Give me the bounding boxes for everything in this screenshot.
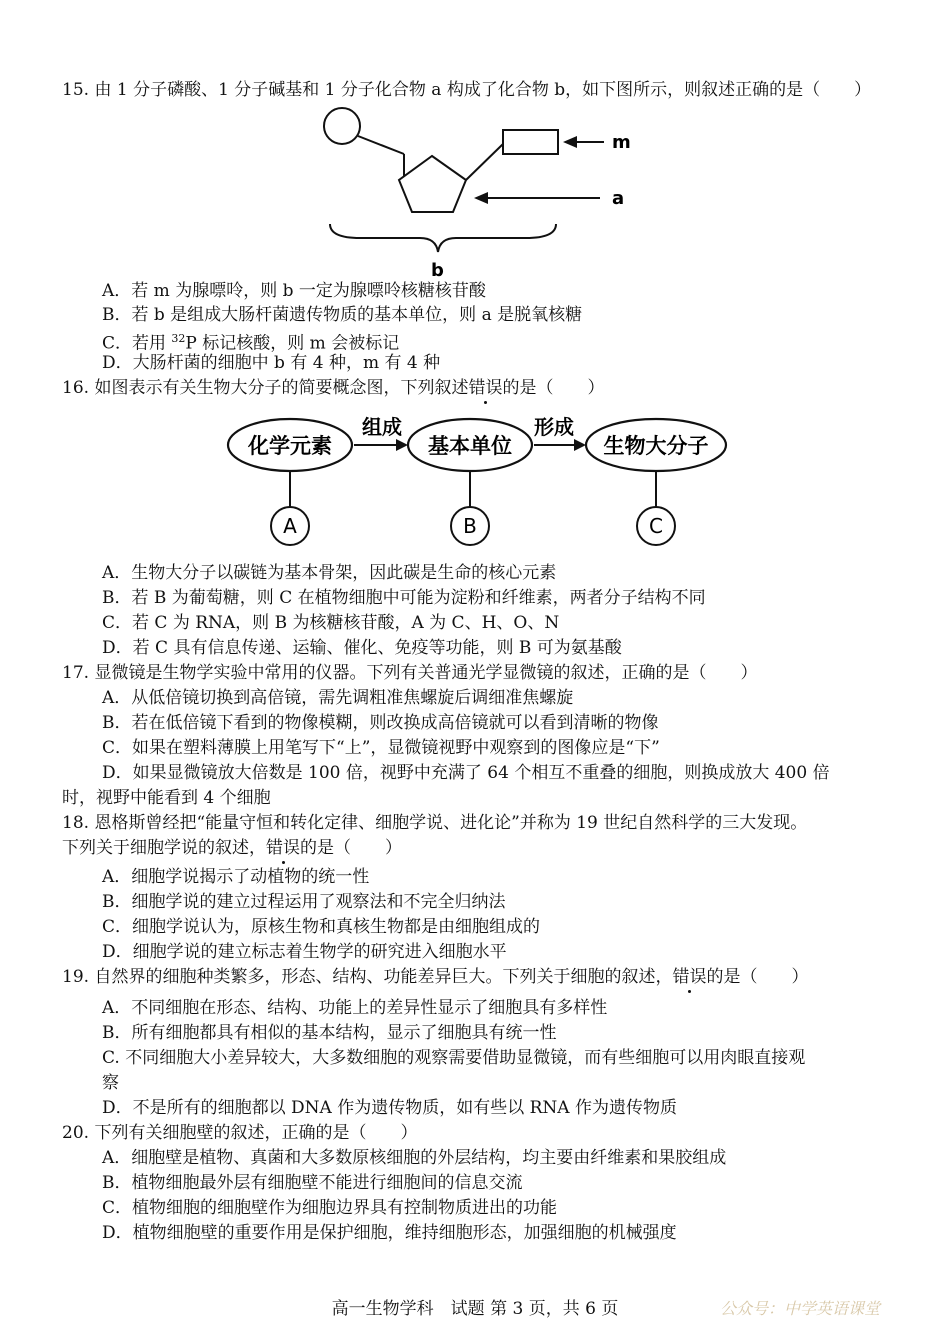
q20-option-c: C．植物细胞的细胞壁作为细胞边界具有控制物质进出的功能 [102, 1198, 558, 1218]
circle-b-label: B [463, 514, 477, 538]
phosphate-circle [324, 108, 360, 144]
q16-option-c: C．若 C 为 RNA，则 B 为核糖核苷酸，A 为 C、H、O、N [102, 613, 560, 633]
q17-option-d-cont: 时，视野中能看到 4 个细胞 [62, 788, 271, 808]
q19-option-d: D．不是所有的细胞都以 DNA 作为遗传物质，如有些以 RNA 作为遗传物质 [102, 1098, 677, 1118]
q20-option-a: A．细胞壁是植物、真菌和大多数原核细胞的外层结构，均主要由纤维素和果胶组成 [102, 1148, 727, 1168]
q15-option-c-prefix: C．若用 [102, 333, 172, 354]
q15-option-a: A．若 m 为腺嘌呤，则 b 一定为腺嘌呤核糖核苷酸 [102, 281, 486, 301]
q17-option-d: D．如果显微镜放大倍数是 100 倍，视野中充满了 64 个相互不重叠的细胞，则换成放大 400 倍 [102, 763, 830, 783]
q18-stem-post: 的是（ ） [300, 838, 402, 858]
arrow-head-1 [396, 439, 408, 451]
q19-option-c: C. 不同细胞大小差异较大，大多数细胞的观察需要借助显微镜，而有些细胞可以用肉眼直接观 [102, 1048, 806, 1068]
q18-stem-emphasis: 错误 [266, 838, 300, 858]
label-b: b [431, 260, 444, 281]
q15-option-d: D．大肠杆菌的细胞中 b 有 4 种，m 有 4 种 [102, 353, 441, 373]
q19-stem-emphasis: 错误 [672, 967, 707, 987]
page-footer: 高一生物学科 试题 第 3 页，共 6 页 [331, 1299, 619, 1319]
q16-option-b: B．若 B 为葡萄糖，则 C 在植物细胞中可能为淀粉和纤维素，两者分子结构不同 [102, 588, 706, 608]
q18-option-b: B．细胞学说的建立过程运用了观察法和不完全归纳法 [102, 892, 506, 912]
q16-option-a: A．生物大分子以碳链为基本骨架，因此碳是生命的核心元素 [102, 563, 557, 583]
q18-stem-pre: 下列关于细胞学说的叙述， [62, 838, 266, 858]
q15-option-c-suffix: P 标记核酸，则 m 会被标记 [185, 333, 400, 354]
q19-option-a: A．不同细胞在形态、结构、功能上的差异性显示了细胞具有多样性 [102, 998, 608, 1018]
node-units-label: 基本单位 [428, 434, 512, 458]
q15-stem: 15. 由 1 分子磷酸、1 分子碱基和 1 分子化合物 a 构成了化合物 b，如下图所示，则叙述正确的是（ ） [62, 80, 872, 100]
nucleotide-diagram [300, 102, 660, 282]
label-a: a [612, 188, 625, 209]
q18-option-c: C．细胞学说认为，原核生物和真核生物都是由细胞组成的 [102, 917, 541, 937]
q16-stem [62, 376, 604, 400]
q16-stem-emphasis: 错误 [468, 378, 503, 398]
arrow-label-2: 形成 [534, 415, 574, 439]
q19-option-c-cont: 察 [102, 1073, 119, 1093]
label-m: m [612, 132, 631, 153]
node-elements-label: 化学元素 [248, 434, 332, 458]
q19-stem [62, 965, 808, 989]
q18-option-a: A．细胞学说揭示了动植物的统一性 [102, 867, 370, 887]
q17-option-a: A．从低倍镜切换到高倍镜，需先调粗准焦螺旋后调细准焦螺旋 [102, 688, 574, 708]
q19-option-b: B．所有细胞都具有相似的基本结构，显示了细胞具有统一性 [102, 1023, 557, 1043]
q19-stem-post: 的是（ ） [706, 967, 809, 987]
q16-stem-post: 的是（ ） [502, 378, 605, 398]
concept-diagram [220, 408, 740, 558]
arrow-label-1: 组成 [362, 415, 402, 439]
q16-stem-pre: 16. 如图表示有关生物大分子的简要概念图，下列叙述 [62, 378, 469, 398]
circle-a-label: A [283, 514, 297, 538]
q17-option-b: B．若在低倍镜下看到的物像模糊，则改换成高倍镜就可以看到清晰的物像 [102, 713, 659, 733]
q19-stem-pre: 19. 自然界的细胞种类繁多，形态、结构、功能差异巨大。下列关于细胞的叙述， [62, 967, 673, 987]
q18-stem-line1: 18. 恩格斯曾经把“能量守恒和转化定律、细胞学说、进化论”并称为 19 世纪自然科学的三大发现。 [62, 813, 808, 833]
q15-option-b: B．若 b 是组成大肠杆菌遗传物质的基本单位，则 a 是脱氧核糖 [102, 305, 583, 325]
circle-c-label: C [649, 514, 663, 538]
q20-stem: 20. 下列有关细胞壁的叙述，正确的是（ ） [62, 1123, 418, 1143]
q15-option-c-sup: 32 [171, 332, 186, 345]
brace [330, 224, 556, 252]
base-rectangle [503, 130, 558, 154]
q20-option-b: B．植物细胞最外层有细胞壁不能进行细胞间的信息交流 [102, 1173, 523, 1193]
node-macromolecules-label: 生物大分子 [603, 434, 709, 458]
q17-stem: 17. 显微镜是生物学实验中常用的仪器。下列有关普通光学显微镜的叙述，正确的是（ ） [62, 663, 758, 683]
q16-option-d: D．若 C 具有信息传递、运输、催化、免疫等功能，则 B 可为氨基酸 [102, 638, 622, 658]
watermark: 公众号：中学英语课堂 [720, 1299, 881, 1318]
q18-option-d: D．细胞学说的建立标志着生物学的研究进入细胞水平 [102, 942, 507, 962]
q17-option-c: C．如果在塑料薄膜上用笔写下“上”，显微镜视野中观察到的图像应是“下” [102, 738, 660, 758]
arrow-head-2 [574, 439, 586, 451]
q20-option-d: D．植物细胞壁的重要作用是保护细胞，维持细胞形态，加强细胞的机械强度 [102, 1223, 677, 1243]
pentose-pentagon [399, 156, 466, 212]
q18-stem-line2 [62, 836, 402, 860]
